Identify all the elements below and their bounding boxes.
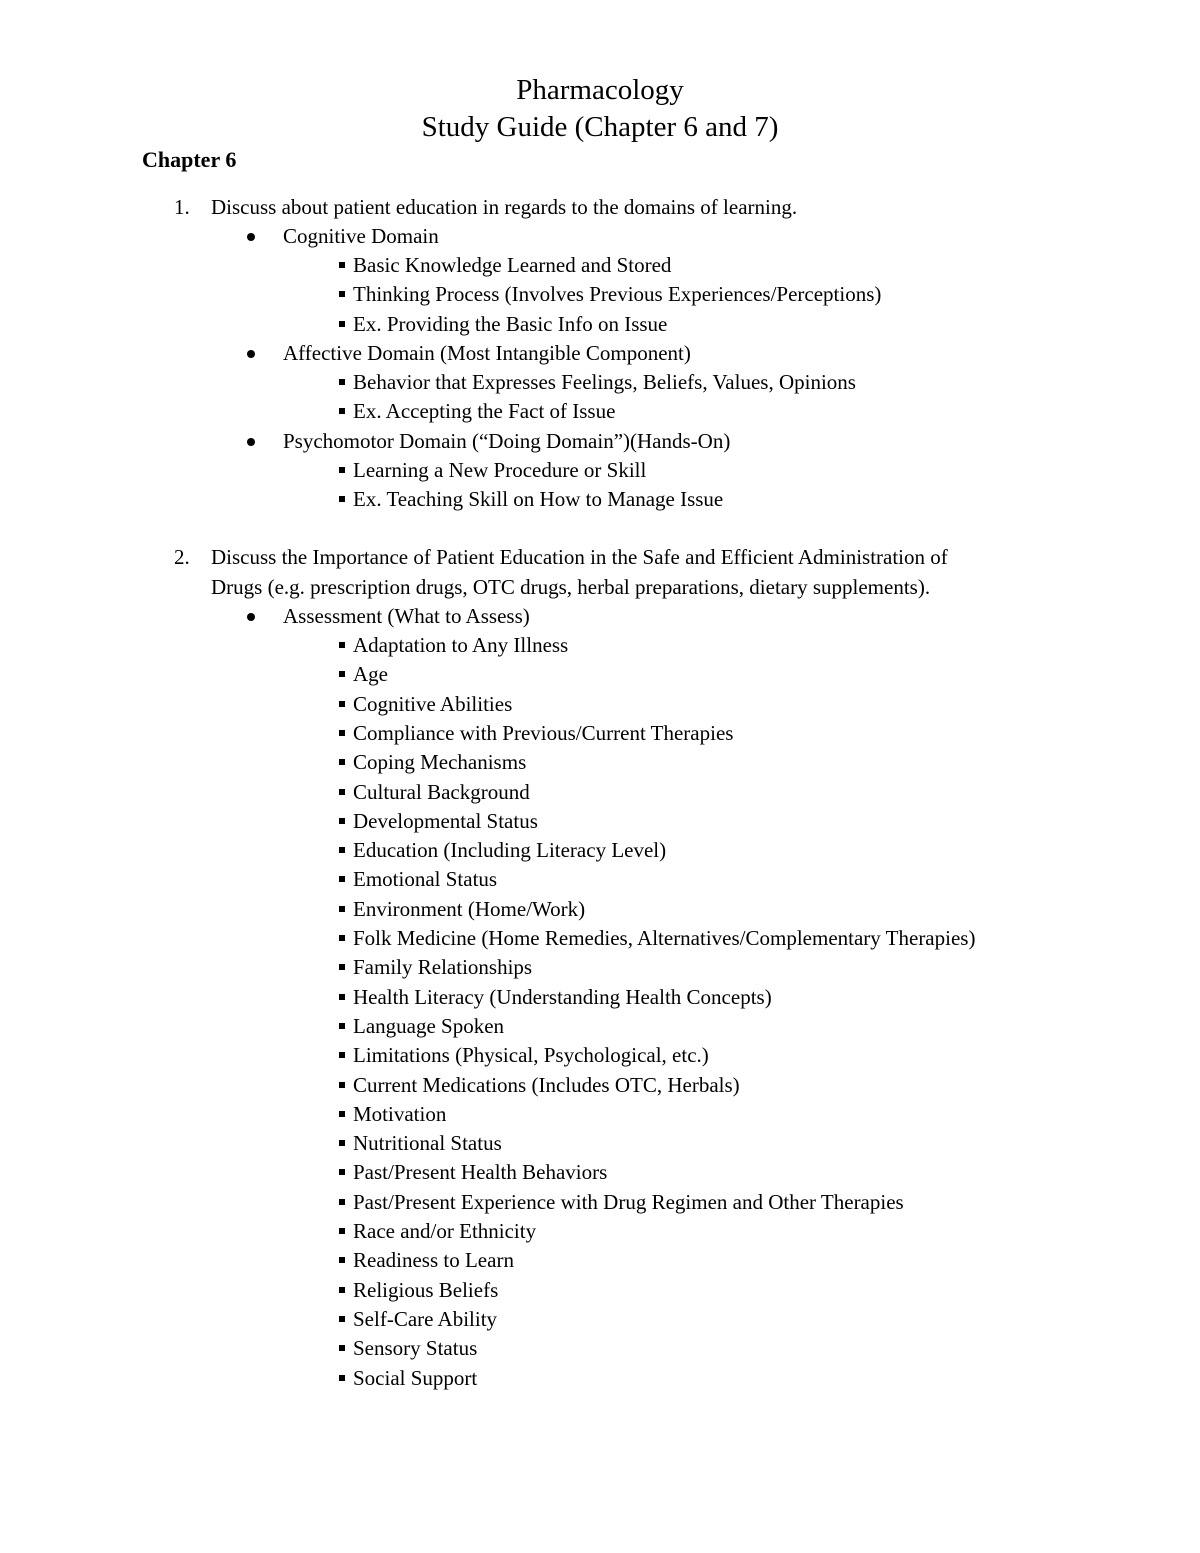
bullet-square-icon: [339, 906, 345, 912]
assessment-item: Race and/or Ethnicity: [353, 1219, 537, 1243]
bullet-square-icon: [339, 321, 345, 327]
assessment-item: Health Literacy (Understanding Health Concepts): [353, 985, 772, 1009]
assessment-item: Age: [353, 662, 388, 686]
bullet-square-icon: [339, 1052, 345, 1058]
assessment-item: Religious Beliefs: [353, 1278, 499, 1302]
bullet-square-icon: [339, 1345, 345, 1351]
question-2-text-continued: Drugs (e.g. prescription drugs, OTC drugs, herbal preparations, dietary supplements).: [211, 575, 931, 599]
assessment-item: Motivation: [353, 1102, 447, 1126]
bullet-square-icon: [339, 262, 345, 268]
bullet-square-icon: [339, 1140, 345, 1146]
bullet-dot-icon: [247, 613, 255, 621]
domain-item: Behavior that Expresses Feelings, Beliefs, Values, Opinions: [353, 370, 856, 394]
assessment-item: Folk Medicine (Home Remedies, Alternatives/Complementary Therapies): [353, 926, 976, 950]
bullet-square-icon: [339, 1287, 345, 1293]
assessment-item: Language Spoken: [353, 1014, 505, 1038]
bullet-square-icon: [339, 730, 345, 736]
bullet-square-icon: [339, 789, 345, 795]
question-1-text: Discuss about patient education in regards to the domains of learning.: [211, 195, 798, 219]
domain-item: Thinking Process (Involves Previous Experiences/Perceptions): [353, 282, 882, 306]
assessment-item: Adaptation to Any Illness: [353, 633, 569, 657]
question-2-number: 2.: [174, 545, 190, 569]
bullet-square-icon: [339, 1228, 345, 1234]
domain-item: Ex. Accepting the Fact of Issue: [353, 399, 616, 423]
assessment-item: Education (Including Literacy Level): [353, 838, 667, 862]
bullet-dot-icon: [247, 438, 255, 446]
domain-item: Ex. Providing the Basic Info on Issue: [353, 312, 668, 336]
document-title: Pharmacology: [516, 74, 684, 106]
domain-item: Ex. Teaching Skill on How to Manage Issue: [353, 487, 724, 511]
bullet-square-icon: [339, 818, 345, 824]
bullet-square-icon: [339, 1199, 345, 1205]
domain-item: Basic Knowledge Learned and Stored: [353, 253, 672, 277]
assessment-item: Limitations (Physical, Psychological, etc.): [353, 1043, 709, 1067]
assessment-item: Readiness to Learn: [353, 1248, 514, 1272]
domain-label: Affective Domain (Most Intangible Component): [283, 341, 691, 365]
assessment-item: Self-Care Ability: [353, 1307, 498, 1331]
bullet-square-icon: [339, 964, 345, 970]
bullet-square-icon: [339, 876, 345, 882]
assessment-label: Assessment (What to Assess): [283, 604, 530, 628]
bullet-square-icon: [339, 379, 345, 385]
bullet-square-icon: [339, 994, 345, 1000]
document-subtitle: Study Guide (Chapter 6 and 7): [421, 111, 779, 143]
assessment-item: Emotional Status: [353, 867, 498, 891]
domain-item: Learning a New Procedure or Skill: [353, 458, 647, 482]
bullet-square-icon: [339, 467, 345, 473]
bullet-square-icon: [339, 935, 345, 941]
assessment-item: Cultural Background: [353, 780, 530, 804]
bullet-square-icon: [339, 671, 345, 677]
bullet-square-icon: [339, 1257, 345, 1263]
bullet-square-icon: [339, 291, 345, 297]
assessment-item: Social Support: [353, 1366, 478, 1390]
bullet-square-icon: [339, 1082, 345, 1088]
domain-label: Cognitive Domain: [283, 224, 439, 248]
question-1-number: 1.: [174, 195, 190, 219]
assessment-item: Developmental Status: [353, 809, 538, 833]
assessment-item: Current Medications (Includes OTC, Herbals): [353, 1073, 740, 1097]
bullet-square-icon: [339, 642, 345, 648]
bullet-square-icon: [339, 408, 345, 414]
question-2-text: Discuss the Importance of Patient Education in the Safe and Efficient Administration of: [211, 545, 948, 569]
assessment-item: Family Relationships: [353, 955, 533, 979]
domain-label: Psychomotor Domain (“Doing Domain”)(Hands-On): [283, 429, 731, 453]
assessment-item: Sensory Status: [353, 1336, 478, 1360]
assessment-item: Cognitive Abilities: [353, 692, 513, 716]
assessment-item: Compliance with Previous/Current Therapies: [353, 721, 734, 745]
bullet-square-icon: [339, 1316, 345, 1322]
bullet-square-icon: [339, 1375, 345, 1381]
bullet-square-icon: [339, 759, 345, 765]
bullet-square-icon: [339, 496, 345, 502]
assessment-item: Past/Present Experience with Drug Regimen and Other Therapies: [353, 1190, 904, 1214]
bullet-dot-icon: [247, 233, 255, 241]
bullet-square-icon: [339, 847, 345, 853]
bullet-square-icon: [339, 701, 345, 707]
assessment-item: Coping Mechanisms: [353, 750, 527, 774]
bullet-dot-icon: [247, 350, 255, 358]
assessment-item: Environment (Home/Work): [353, 897, 586, 921]
assessment-item: Past/Present Health Behaviors: [353, 1160, 608, 1184]
bullet-square-icon: [339, 1023, 345, 1029]
chapter-heading: Chapter 6: [142, 147, 237, 172]
bullet-square-icon: [339, 1111, 345, 1117]
assessment-item: Nutritional Status: [353, 1131, 502, 1155]
bullet-square-icon: [339, 1169, 345, 1175]
